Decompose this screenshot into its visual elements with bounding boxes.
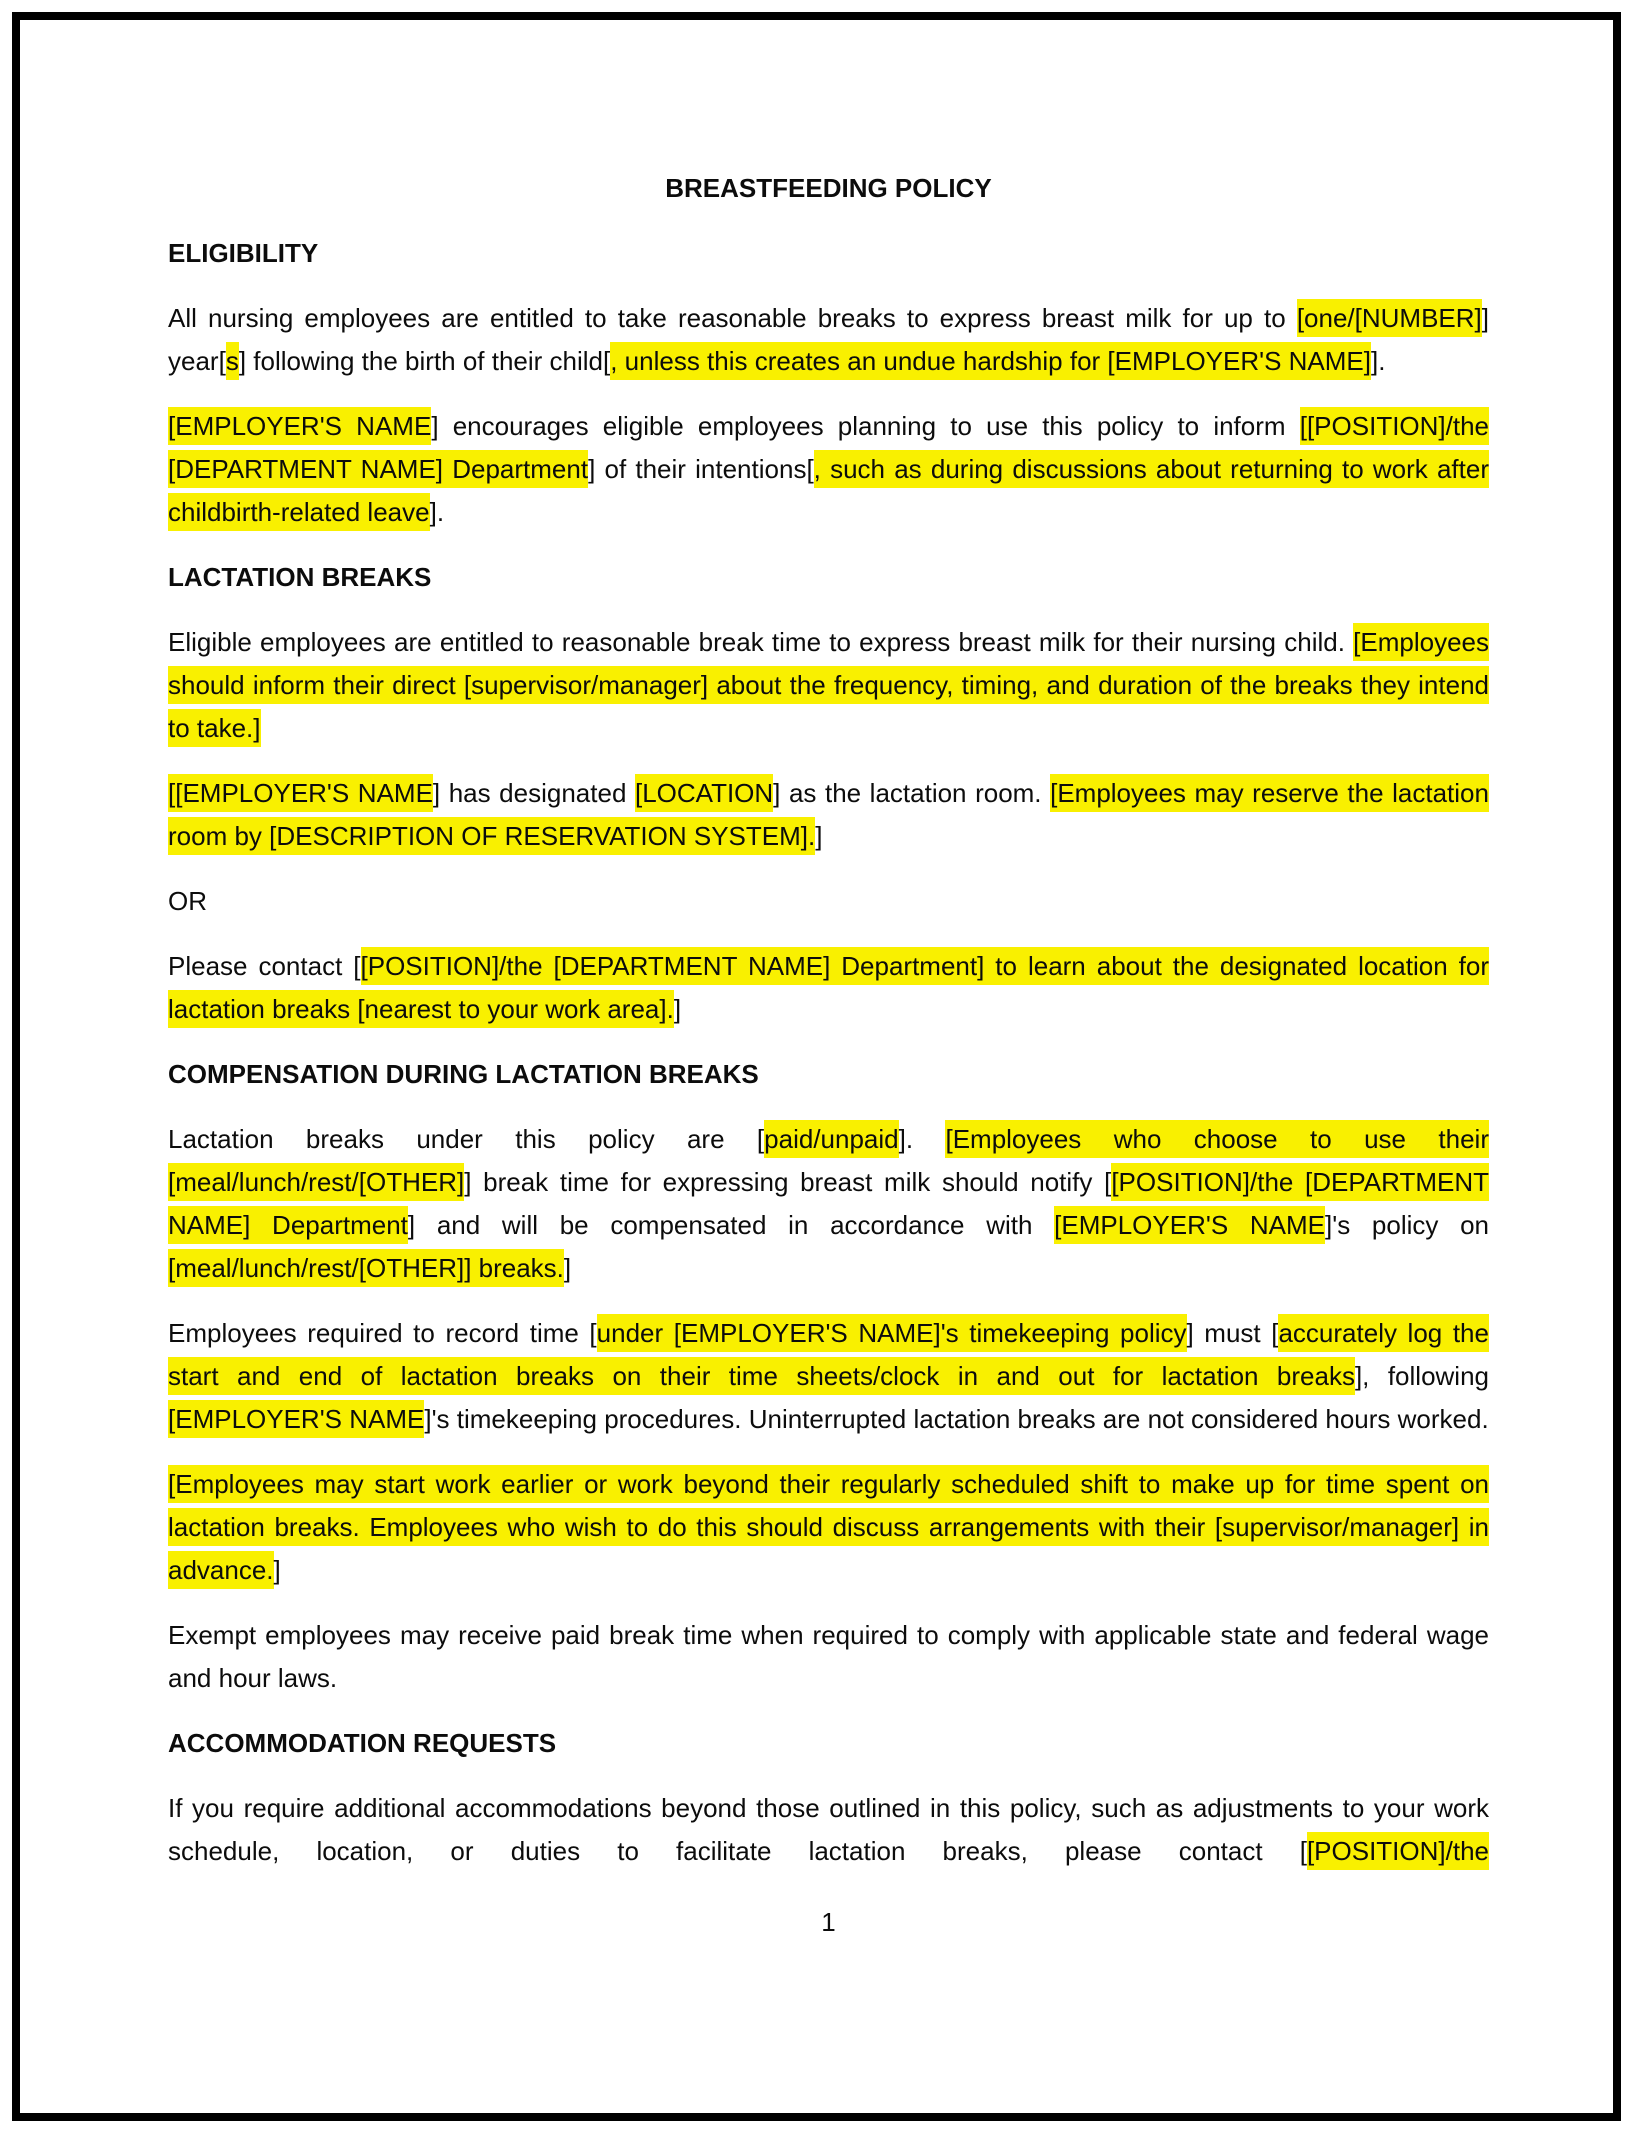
- text-run: ], following: [1354, 1361, 1489, 1391]
- highlighted-text: s: [226, 342, 239, 380]
- highlighted-text: [POSITION]/the [DEPARTMENT NAME] Department: [168, 1163, 1489, 1244]
- highlighted-text: paid/unpaid: [764, 1120, 898, 1158]
- text-run: ] year[: [168, 303, 1489, 376]
- text-run: ]: [563, 1253, 572, 1283]
- highlighted-text: [[POSITION]/the [DEPARTMENT NAME] Department: [168, 407, 1489, 488]
- text-run: ]: [815, 821, 823, 851]
- heading-lactation-breaks: [168, 556, 1489, 599]
- heading-accommodation-requests: [168, 1722, 1489, 1765]
- text-run: COMPENSATION DURING LACTATION BREAKS: [168, 1059, 759, 1089]
- heading-compensation: [168, 1053, 1489, 1096]
- document-title: [168, 167, 1489, 210]
- para-eligibility-1: [168, 297, 1489, 383]
- text-run: ] must [: [1186, 1318, 1279, 1348]
- para-eligibility-2: [168, 405, 1489, 534]
- highlighted-text: [EMPLOYER'S NAME: [1054, 1206, 1325, 1244]
- heading-eligibility: [168, 232, 1489, 275]
- text-run: ] of their intentions[: [588, 454, 814, 484]
- page-border-frame: [12, 12, 1621, 2121]
- text-run: ] has designated: [432, 778, 635, 808]
- text-run: ].: [429, 497, 445, 527]
- para-or: [168, 880, 1489, 923]
- para-lactation-1: [168, 621, 1489, 750]
- text-run: Eligible employees are entitled to reasonable break time to express breast milk for their nursing child.: [168, 627, 1354, 657]
- page-number: 1: [821, 1907, 836, 1937]
- text-run: Please contact [: [168, 951, 361, 981]
- text-run: Employees required to record time [: [168, 1318, 597, 1348]
- highlighted-text: [Employees may start work earlier or work beyond their regularly scheduled shift to make up for time spent on lactation breaks. Employees who wish to do this should discuss arrangements with their [supervisor/manager] in advance.: [168, 1465, 1489, 1589]
- text-run: ] and will be compensated in accordance with: [407, 1210, 1055, 1240]
- text-run: LACTATION BREAKS: [168, 562, 432, 592]
- highlighted-text: [POSITION]/the [DEPARTMENT NAME] Department] to learn about the designated location for lactation breaks [nearest to your work area].: [168, 947, 1489, 1028]
- highlighted-text: [EMPLOYER'S NAME: [168, 1400, 424, 1438]
- text-run: ].: [1371, 346, 1386, 376]
- text-run: ] break time for expressing breast milk should notify [: [464, 1167, 1112, 1197]
- highlighted-text: [Employees may reserve the lactation room by [DESCRIPTION OF RESERVATION SYSTEM].: [168, 774, 1489, 855]
- highlighted-text: [EMPLOYER'S NAME: [168, 407, 431, 445]
- text-run: ]: [673, 994, 682, 1024]
- text-run: Exempt employees may receive paid break time when required to comply with applicable state and federal wage and hour laws.: [168, 1620, 1489, 1693]
- document-blocks: [168, 167, 1489, 1873]
- text-run: ELIGIBILITY: [168, 238, 319, 268]
- highlighted-text: [meal/lunch/rest/[OTHER]] breaks.: [168, 1249, 564, 1287]
- para-compensation-2: [168, 1312, 1489, 1441]
- para-accommodation-1: [168, 1787, 1489, 1873]
- highlighted-text: under [EMPLOYER'S NAME]'s timekeeping policy: [597, 1314, 1187, 1352]
- text-run: Lactation breaks under this policy are [: [168, 1124, 765, 1154]
- text-run: ]'s timekeeping procedures. Uninterrupted lactation breaks are not considered hours worked.: [424, 1404, 1489, 1434]
- highlighted-text: accurately log the start and end of lactation breaks on their time sheets/clock in and out for lactation breaks: [168, 1314, 1489, 1395]
- highlighted-text: [POSITION]/the: [1307, 1832, 1489, 1870]
- para-compensation-1: [168, 1118, 1489, 1290]
- highlighted-text: [one/[NUMBER]: [1297, 299, 1482, 337]
- para-compensation-3: [168, 1463, 1489, 1592]
- text-run: If you require additional accommodations beyond those outlined in this policy, such as adjustments to your work schedule, location, or duties to facilitate lactation breaks, please contact [: [168, 1793, 1489, 1866]
- highlighted-text: [Employees should inform their direct [supervisor/manager] about the frequency, timing, and duration of the breaks they intend to take.]: [168, 623, 1489, 747]
- text-run: ].: [898, 1124, 946, 1154]
- highlighted-text: [LOCATION: [635, 774, 773, 812]
- highlighted-text: [Employees who choose to use their [meal/lunch/rest/[OTHER]: [168, 1120, 1489, 1201]
- text-run: BREASTFEEDING POLICY: [665, 173, 992, 203]
- text-run: ACCOMMODATION REQUESTS: [168, 1728, 557, 1758]
- text-run: OR: [168, 886, 207, 916]
- para-compensation-4: [168, 1614, 1489, 1700]
- text-run: ] as the lactation room.: [773, 778, 1051, 808]
- text-run: ] following the birth of their child[: [238, 346, 611, 376]
- text-run: ] encourages eligible employees planning to use this policy to inform: [431, 411, 1300, 441]
- para-lactation-2: [168, 772, 1489, 858]
- highlighted-text: , such as during discussions about returning to work after childbirth-related leave: [168, 450, 1489, 531]
- text-run: All nursing employees are entitled to take reasonable breaks to express breast milk for up to: [168, 303, 1297, 333]
- page-content: [20, 20, 1613, 2113]
- para-lactation-3: [168, 945, 1489, 1031]
- text-run: ]'s policy on: [1325, 1210, 1489, 1240]
- text-run: ]: [273, 1555, 281, 1585]
- highlighted-text: , unless this creates an undue hardship for [EMPLOYER'S NAME]: [610, 342, 1371, 380]
- highlighted-text: [[EMPLOYER'S NAME: [168, 774, 433, 812]
